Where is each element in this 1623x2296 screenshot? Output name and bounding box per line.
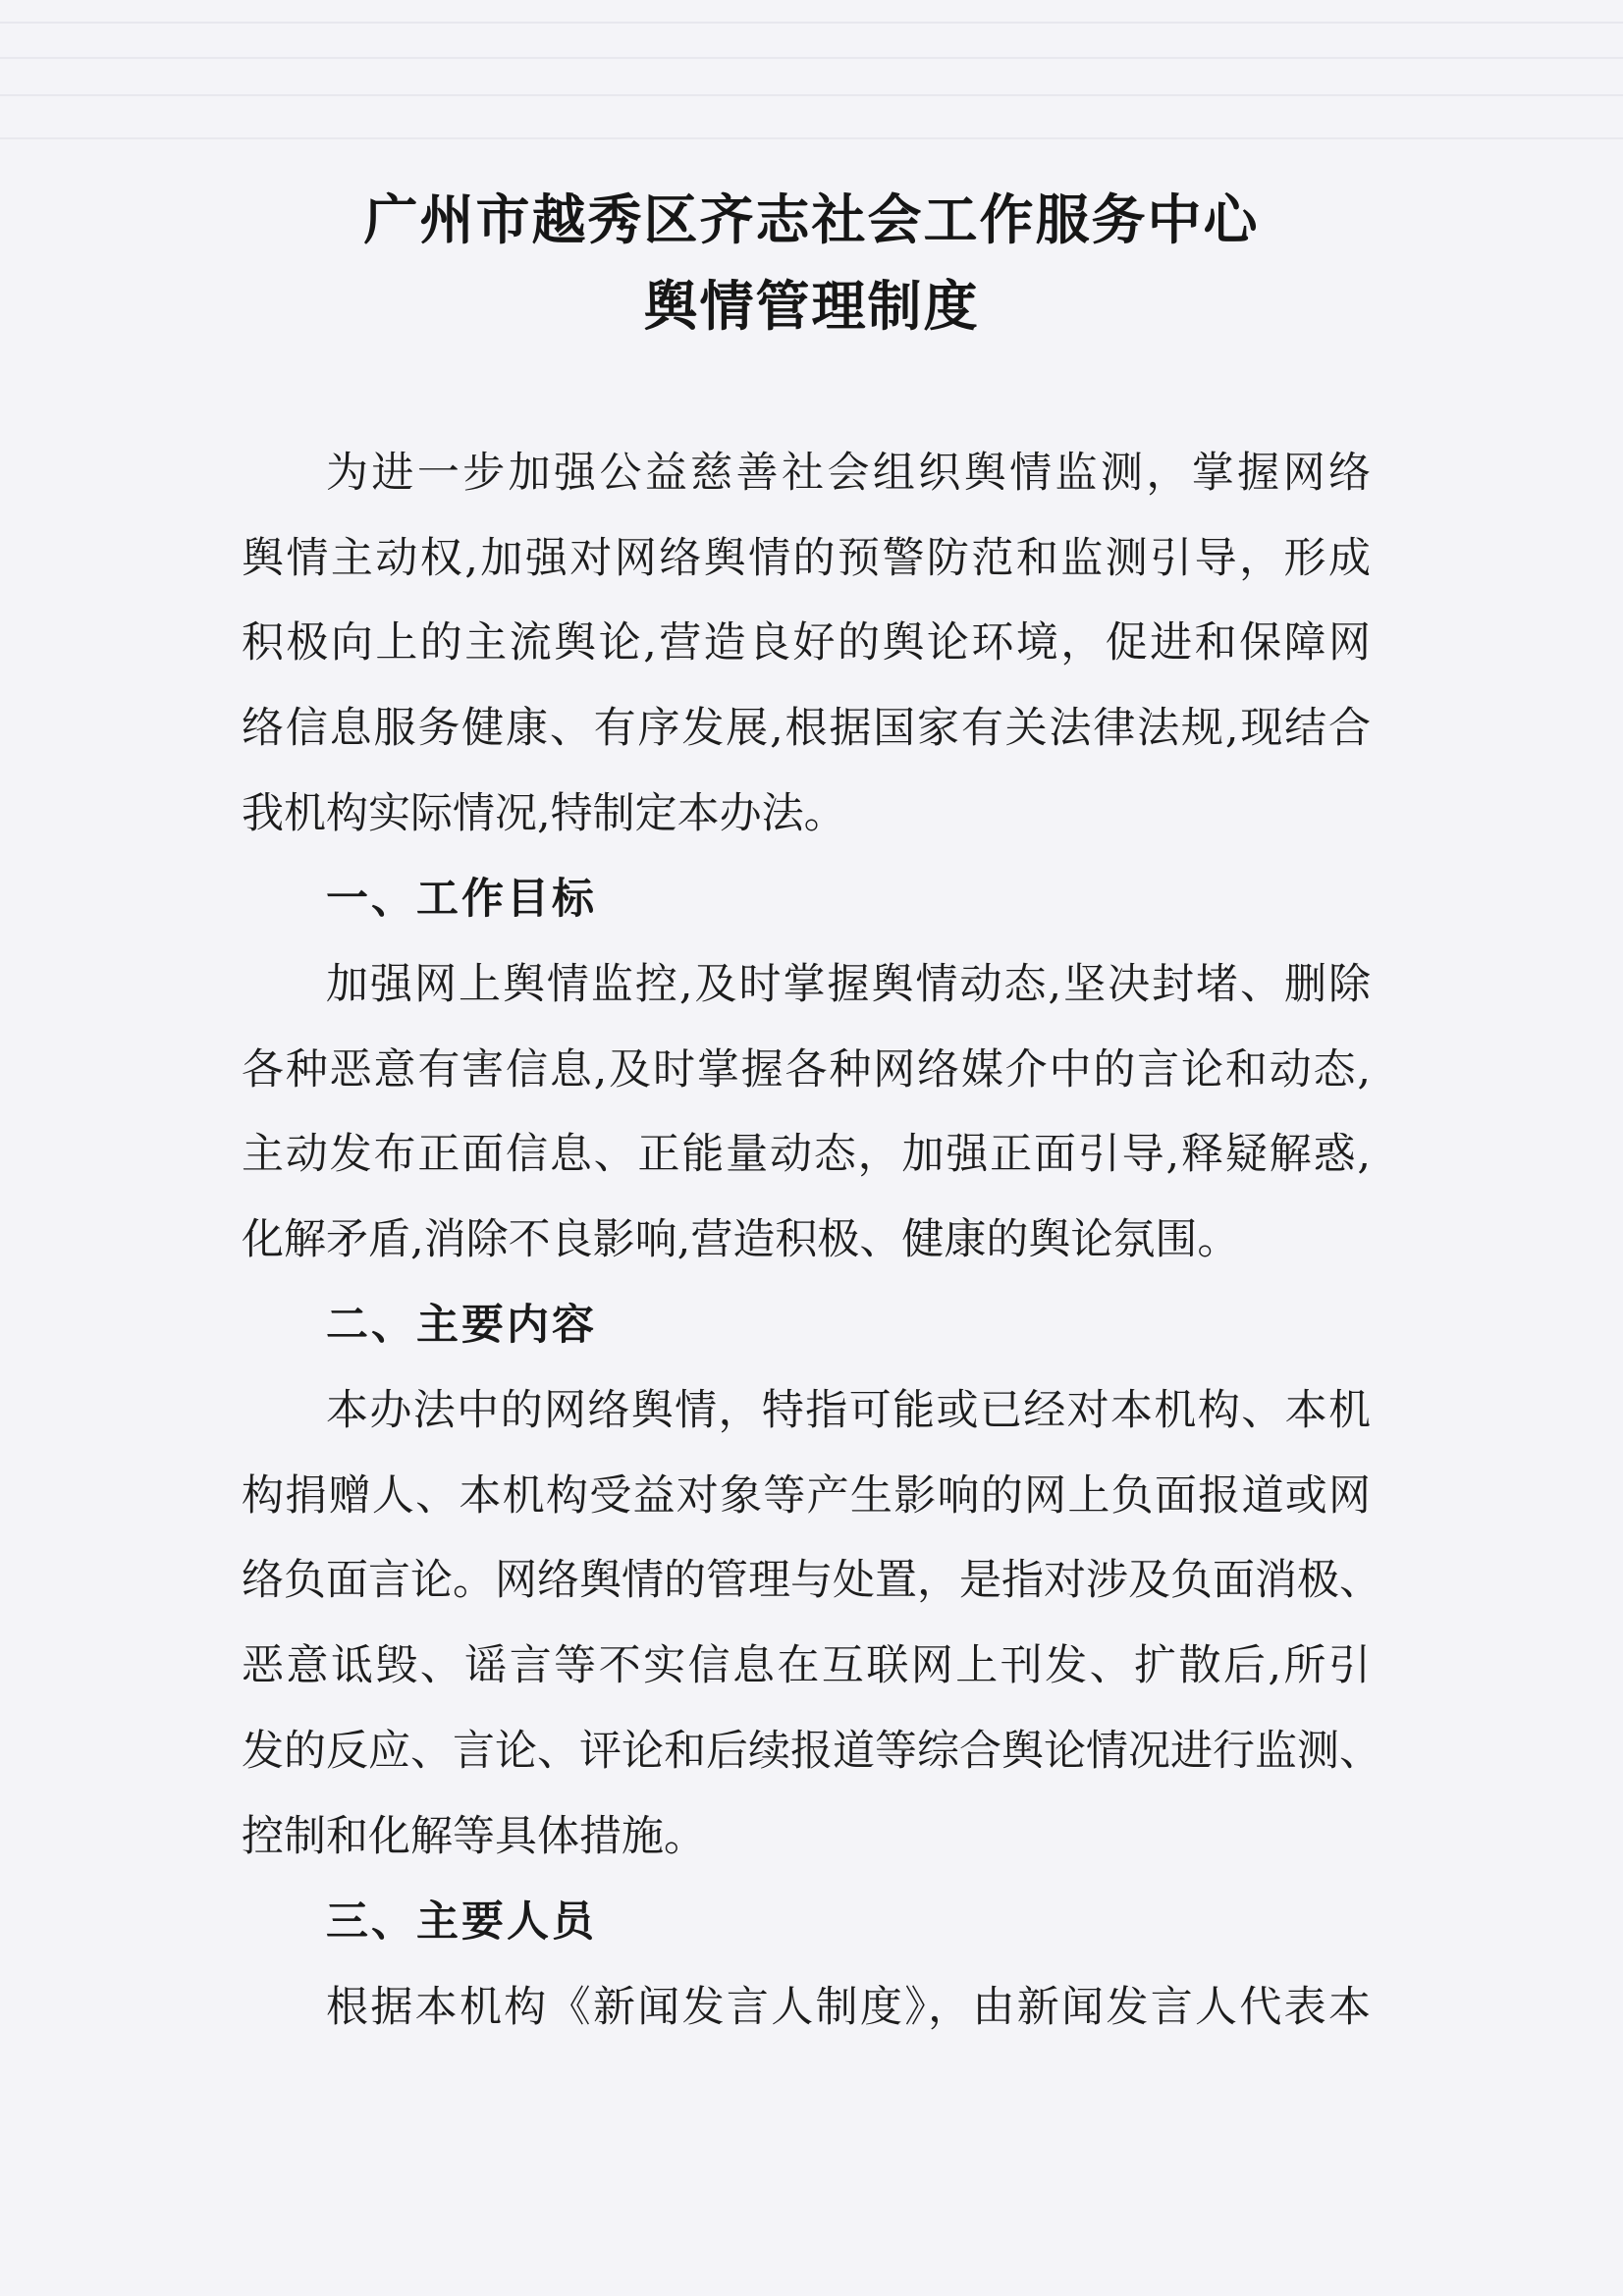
section1-line: 化解矛盾,消除不良影响,营造积极、健康的舆论氛围。: [242, 1215, 1240, 1264]
section1-line: 加强网上舆情监控,及时掌握舆情动态,坚决封堵、删除: [326, 960, 1371, 1009]
section2-line: 构捐赠人、本机构受益对象等产生影响的网上负面报道或网: [242, 1471, 1371, 1521]
intro-line: 为进一步加强公益慈善社会组织舆情监测，掌握网络: [326, 449, 1371, 498]
intro-line: 舆情主动权,加强对网络舆情的预警防范和监测引导，形成: [242, 534, 1371, 583]
document-title-line1: 广州市越秀区齐志社会工作服务中心: [363, 188, 1260, 251]
section2-line: 发的反应、言论、评论和后续报道等综合舆论情况进行监测、: [242, 1727, 1381, 1776]
section2-line: 本办法中的网络舆情，特指可能或已经对本机构、本机: [326, 1386, 1371, 1435]
section2-line: 恶意诋毁、谣言等不实信息在互联网上刊发、扩散后,所引: [242, 1641, 1371, 1690]
section2-line: 络负面言论。网络舆情的管理与处置，是指对涉及负面消极、: [242, 1556, 1381, 1605]
scan-artifact: [0, 94, 1623, 96]
section1-line: 各种恶意有害信息,及时掌握各种网络媒介中的言论和动态,: [242, 1045, 1371, 1095]
section-heading-content: 二、主要内容: [326, 1301, 597, 1350]
intro-line: 积极向上的主流舆论,营造良好的舆论环境，促进和保障网: [242, 618, 1371, 667]
scan-artifact: [0, 137, 1623, 139]
scan-artifact: [0, 22, 1623, 24]
section-heading-goals: 一、工作目标: [326, 875, 597, 924]
section1-line: 主动发布正面信息、正能量动态，加强正面引导,释疑解惑,: [242, 1130, 1371, 1179]
section-heading-personnel: 三、主要人员: [326, 1897, 597, 1947]
intro-line: 我机构实际情况,特制定本办法。: [242, 789, 846, 838]
intro-line: 络信息服务健康、有序发展,根据国家有关法律法规,现结合: [242, 704, 1371, 753]
scan-artifact: [0, 57, 1623, 59]
document-title-line2: 舆情管理制度: [643, 275, 980, 338]
section2-line: 控制和化解等具体措施。: [242, 1812, 706, 1861]
section3-line: 根据本机构《新闻发言人制度》，由新闻发言人代表本: [326, 1983, 1371, 2032]
